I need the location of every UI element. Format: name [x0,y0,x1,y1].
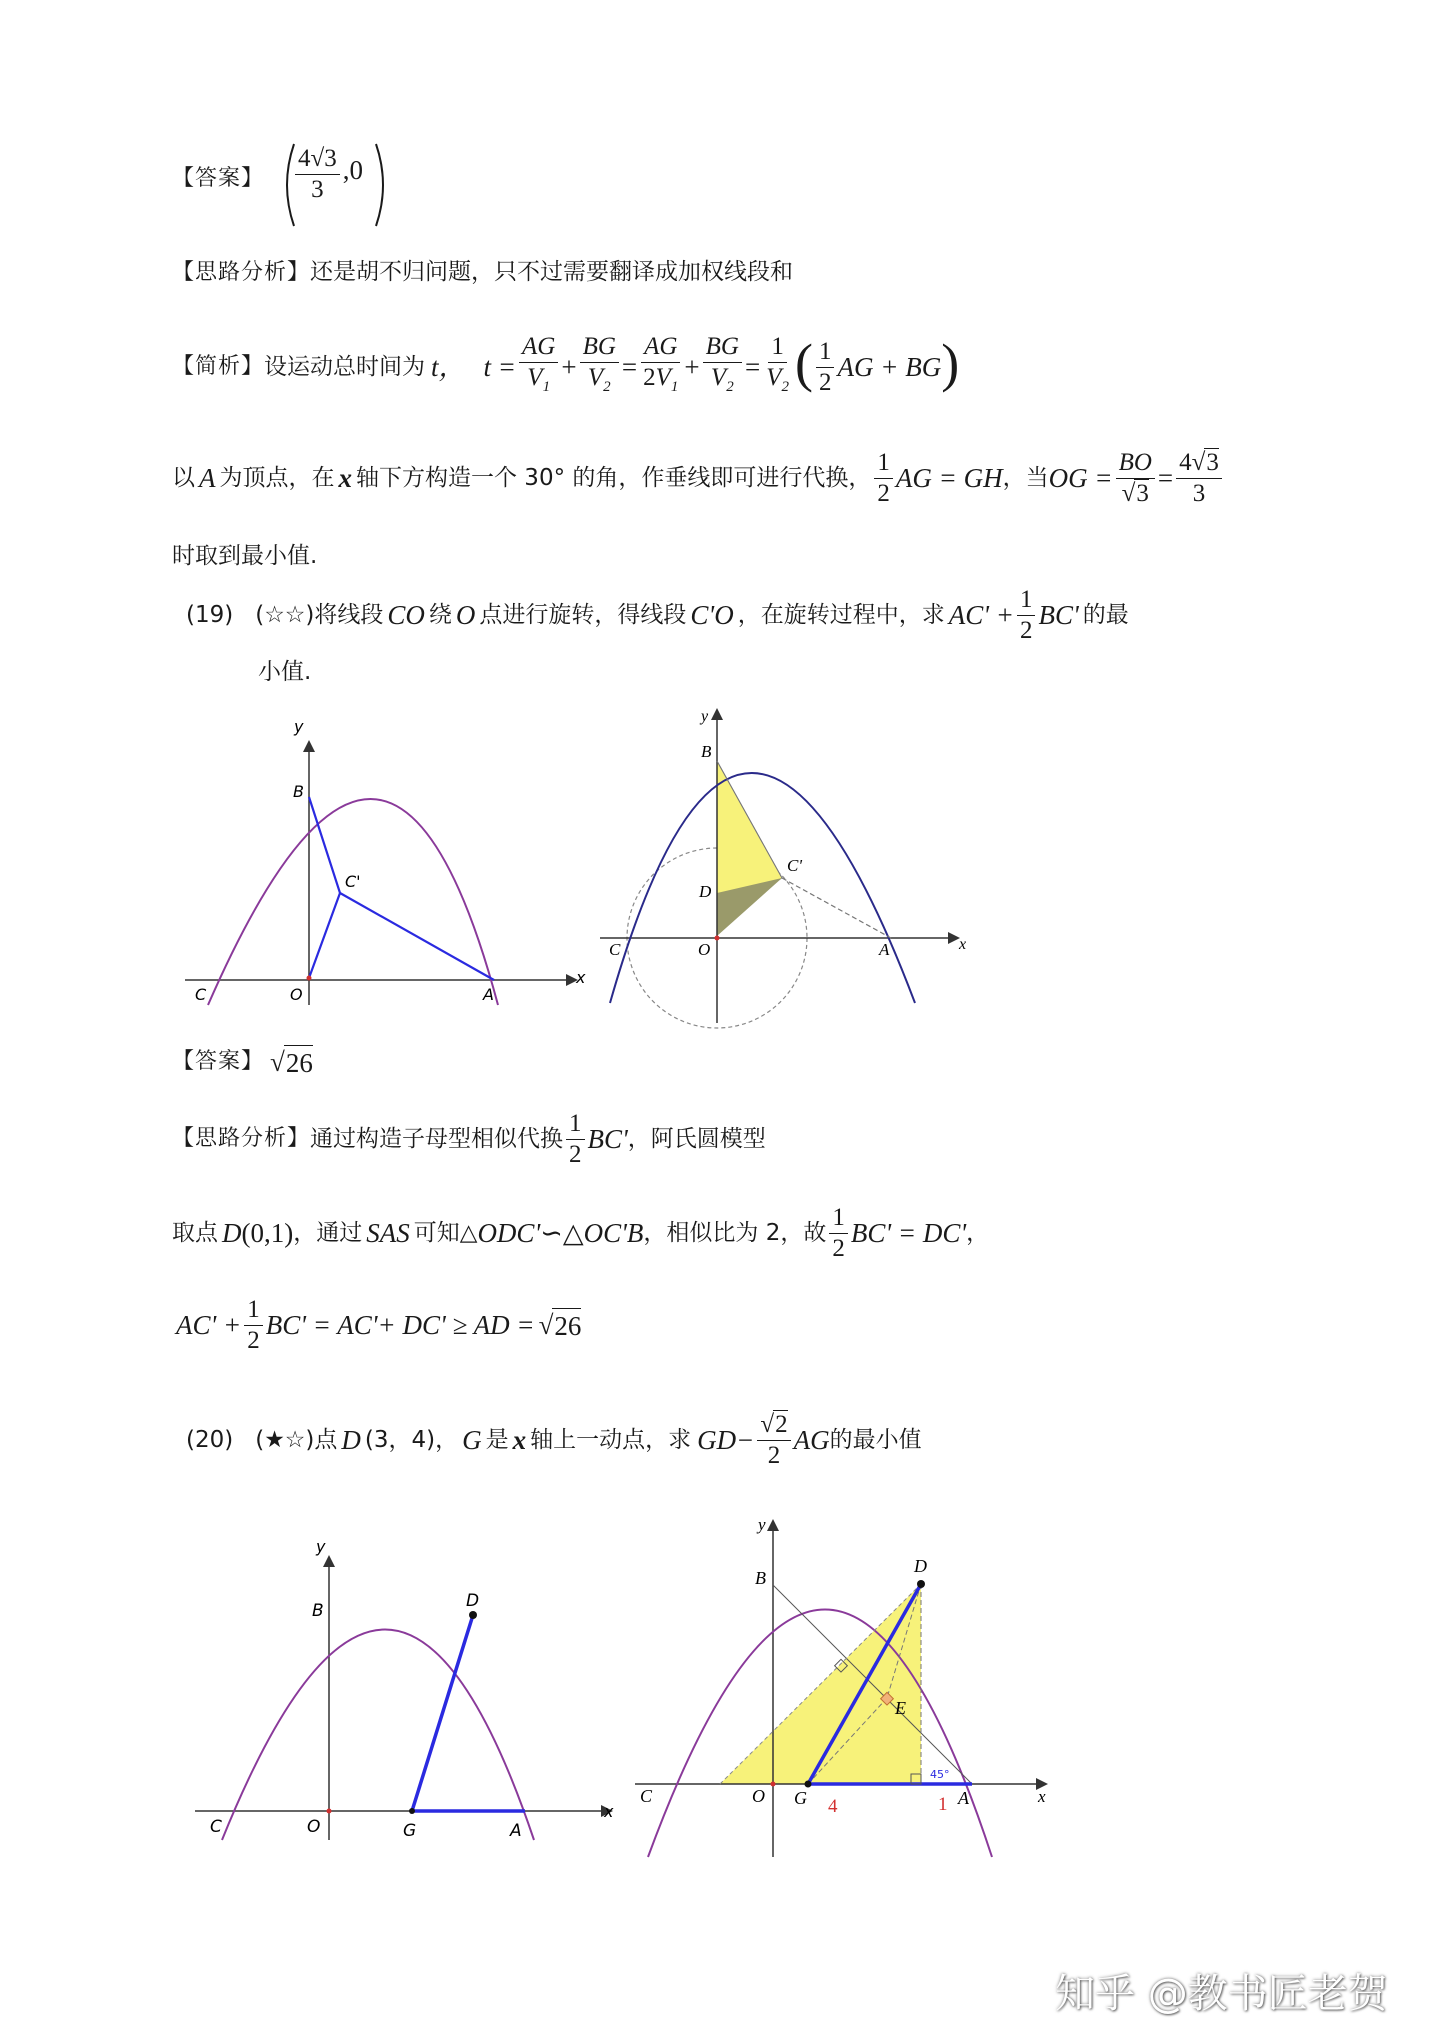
q20-stars: (★☆) [255,1427,315,1453]
q19-analysis-tail: ，阿氏圆模型 [627,1126,766,1152]
label-x: x [576,968,586,987]
label-45-degrees: 45° [930,1768,950,1781]
q19-line-sim: ∽△ [540,1218,584,1248]
q19-figure-right [595,703,975,1033]
origin-point [307,976,312,981]
label-length-1: 1 [938,1794,948,1815]
q18-line2-eq1: AG = GH [895,463,1003,493]
label-x: x [1038,1787,1046,1806]
q20-coords: (3，4)， [364,1427,459,1453]
q19-O: O [455,600,476,630]
q19-line-D01: (0,1) [241,1218,294,1248]
label-C: C [210,1817,222,1837]
point-D [469,1611,477,1619]
point-G [805,1781,812,1788]
label-y: y [758,1515,766,1534]
q19-figure-left [180,715,590,1015]
q19-line-tri2: OC'B [583,1218,644,1248]
label-A: A [483,985,494,1004]
q20-text-c: 轴上一动点，求 [530,1427,692,1453]
q19-stars: (☆☆) [255,602,315,628]
label-Cp: C' [787,856,802,875]
label-y: y [316,1537,326,1556]
q20-figure-right [630,1512,1070,1872]
q18-analysis-text: 还是胡不归问题，只不过需要翻译成加权线段和 [310,259,794,285]
label-x: x [959,936,967,953]
q19-text-d: ，在旋转过程中，求 [737,602,945,628]
q20-D: D [341,1425,361,1455]
q19-line-D: D [222,1218,242,1248]
q20-number: (20) [186,1427,234,1453]
q19-CpO: C'O [690,600,734,630]
label-x: x [604,1802,614,1821]
q19-final-sqrt: 26 [552,1308,581,1343]
label-Cp: C' [345,872,361,891]
q19-expr-a: AC' + [948,600,1014,630]
label-A: A [879,940,890,959]
q18-line3-text: 时取到最小值. [172,543,318,569]
q19-final-b: BC' = AC'+ DC' ≥ AD = [265,1310,535,1340]
label-A: A [958,1788,969,1808]
answer-label: 【答案】 [172,1049,265,1074]
q20-text-d: 的最小值 [829,1427,922,1453]
q19-answer-value: 26 [284,1045,313,1080]
label-B: B [312,1601,324,1621]
q18-line2-A: A [199,463,216,493]
q18-answer-row [172,160,264,196]
q19-line-eq: BC' = DC' [850,1218,967,1248]
q18-line2-c: 轴下方构造一个 30° 的角，作垂线即可进行代换， [356,465,872,491]
q19-text-a: 将线段 [314,602,384,628]
q19-text-f: 小值. [258,659,312,685]
q19-text-c: 点进行旋转，得线段 [479,602,687,628]
q20-text-b: 是 [485,1427,509,1453]
q20-G: G [462,1425,482,1455]
parabola [208,799,498,1005]
q18-brief-t: t， [431,352,466,382]
label-B: B [293,782,304,801]
q18-answer-denominator: 3 [311,176,324,203]
label-B: B [701,742,712,761]
label-G: G [403,1821,417,1841]
label-O: O [752,1786,765,1806]
label-O: O [290,985,303,1004]
q19-analysis-expr: BC' [587,1124,628,1154]
label-C: C [195,985,207,1004]
label-length-4: 4 [828,1796,838,1817]
segment-Cp-A [340,893,494,980]
q19-derivation-line2: AC' + $\frac{1}{2}$ BC' = AC'+ DC' ≥ AD = √ 26 [176,1295,582,1354]
q18-line2: 以 A 为顶点，在 x 轴下方构造一个 30° 的角，作垂线即可进行代换， $\frac{1}{2}$ AG = GH ，当 OG = $\frac{BO}{√3}$ = $\frac{4√3}{3}$ [172,438,1225,518]
q20-x: x [512,1425,527,1455]
label-C: C [609,940,621,959]
q18-answer-value [292,144,363,205]
segment-G-D [412,1615,473,1811]
q19-final-a: AC' + [176,1310,242,1340]
analysis-label: 【思路分析】 [172,1126,311,1151]
q19-line-tri1: ODC' [477,1218,541,1248]
origin-point [327,1809,332,1814]
label-B: B [755,1568,766,1588]
q18-answer-numerator: 4√3 [295,144,340,175]
q19-line-SAS: SAS [366,1218,410,1248]
q19-line-b: ，通过 [293,1220,363,1246]
analysis-label: 【思路分析】 [172,260,311,285]
q19-answer-row: 【答案】 √ 26 [172,1042,313,1082]
point-G [409,1808,415,1814]
q18-answer-tail: ,0 [342,155,363,185]
label-y: y [701,708,709,725]
q18-answer-paren-right [372,140,392,230]
q19-derivation-line1: 取点 D (0,1) ，通过 SAS 可知△ ODC' ∽△ OC'B ，相似比为 2，故 $\frac{1}{2}$ BC' = DC' ， [172,1203,990,1262]
label-A: A [510,1821,522,1841]
answer-label: 【答案】 [172,166,265,191]
q18-line2-b: 为顶点，在 [219,465,335,491]
q19-text-b: 绕 [428,602,452,628]
label-D: D [466,1591,480,1611]
q19-question: (19) (☆☆) 将线段 CO 绕 O 点进行旋转，得线段 C'O ，在旋转过程中，求 AC' + $\frac{1}{2}$ BC' 的最 [186,585,1129,644]
q19-line-d: ，相似比为 2，故 [643,1220,827,1246]
label-E: E [895,1698,906,1718]
origin-point [771,1782,776,1787]
q19-analysis-text: 通过构造子母型相似代换 [310,1126,564,1152]
label-O: O [698,940,711,959]
label-O: O [307,1817,321,1837]
label-G: G [794,1788,807,1808]
label-y: y [294,717,304,736]
q20-figure-left [190,1530,630,1850]
q18-line2-og: OG = [1048,463,1113,493]
q19-expr-b: BC' [1038,600,1079,630]
q19-text-e: 的最 [1082,602,1129,628]
q18-line2-a: 以 [172,465,195,491]
q20-GD: GD− [697,1425,755,1455]
label-D: D [914,1556,927,1576]
q19-analysis-row: 【思路分析】 通过构造子母型相似代换 $\frac{1}{2}$ BC' ，阿氏圆模型 [172,1109,766,1168]
q18-brief-row: 【简析】 设运动总时间为 t， t = $\frac{AG}{V_1}$ + $\frac{BG}{V_2}$ = $\frac{AG}{2V_1}$ + $\frac{BG}{V_2}$ = $\frac{1}{V_2}$ ( $\frac{1}{2}$ AG + BG ) [172,333,960,396]
segment-B-Cp-O [309,797,340,978]
q18-line3 [172,538,317,573]
q18-brief-text: 设运动总时间为 [264,354,426,380]
q18-line2-x: x [338,463,352,493]
q19-CO: CO [387,600,425,630]
label-C: C [640,1786,653,1806]
label-D: D [699,882,712,901]
q18-formula-t: t = [483,352,517,382]
q20-AG: AG [793,1425,830,1455]
q19-question-line2 [258,654,311,689]
watermark: 知乎 @教书匠老贺 [1055,1971,1388,2017]
q18-analysis-row [172,254,793,290]
q18-line2-d: ，当 [1002,465,1049,491]
q20-text-a: 点 [314,1427,338,1453]
brief-label: 【简析】 [172,354,265,379]
q19-line-c: 可知△ [413,1220,478,1246]
q19-number: (19) [186,602,234,628]
q20-question: (20) (★☆) 点 D (3，4)， G 是 x 轴上一动点，求 GD− $\frac{√2}{2}$ AG 的最小值 [186,1410,922,1469]
point-D [917,1580,925,1588]
origin-point [715,936,720,941]
q19-line-a: 取点 [172,1220,218,1246]
q19-line-end: ， [966,1220,990,1246]
parabola [222,1630,534,1841]
